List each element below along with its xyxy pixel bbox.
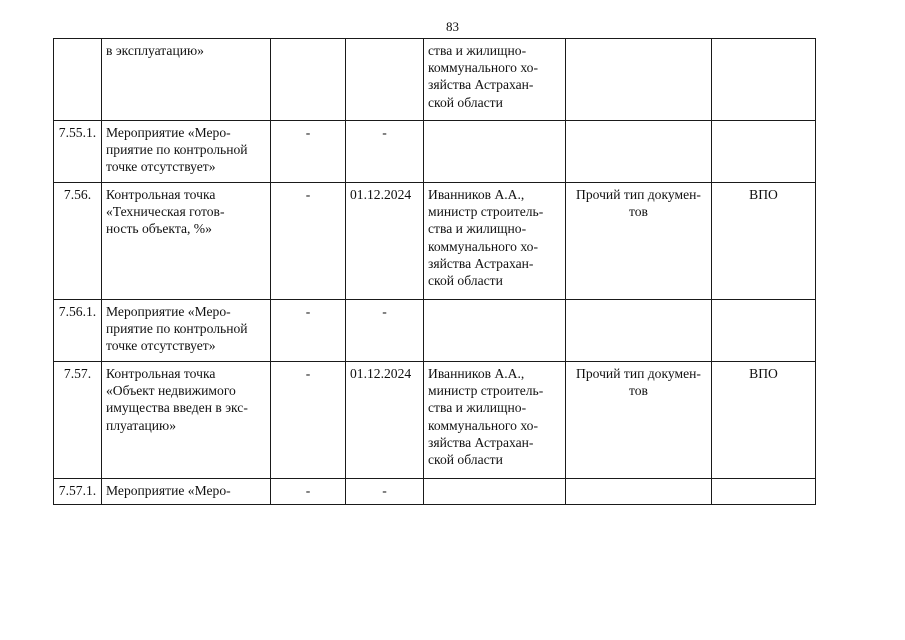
cell-line: министр строитель- [428,383,544,399]
cell-line: Прочий тип докумен- [576,187,701,202]
cell-line: точке отсутствует» [106,159,216,175]
cell-number: 7.55.1. [54,121,102,183]
cell-line: министр строитель- [428,204,544,220]
cell-line: «Техническая готов- [106,204,225,220]
cell-name [102,39,271,121]
cell-start: - [271,300,346,362]
cell-line: ства и жилищно- [428,221,527,237]
cell-line: Мероприятие «Меро- [106,125,231,140]
cell-type [712,121,816,183]
cell-line: приятие по контрольной [106,321,248,337]
cell-number [54,39,102,121]
cell-line: ской области [428,452,503,468]
cell-name [102,300,271,362]
cell-line: Мероприятие «Меро- [106,304,231,319]
cell-date: - [346,121,424,183]
cell-name [102,362,271,479]
cell-type [712,479,816,505]
cell-document [566,183,712,300]
cell-line: ства и жилищно- [428,400,527,416]
table-row [54,183,816,300]
cell-start [271,39,346,121]
cell-name [102,121,271,183]
cell-type [712,300,816,362]
cell-document [566,362,712,479]
cell-responsible [424,183,566,300]
cell-number: 7.56.1. [54,300,102,362]
table-row [54,121,816,183]
cell-responsible [424,479,566,505]
cell-line: «Объект недвижимого [106,383,236,399]
cell-line: плуатацию» [106,417,176,433]
cell-type: ВПО [712,362,816,479]
cell-line: Иванников А.А., [428,187,525,202]
cell-line: Контрольная точка [106,187,216,202]
cell-line: в эксплуатацию» [106,43,204,58]
cell-responsible [424,362,566,479]
cell-line: ской области [428,94,503,110]
cell-document [566,39,712,121]
cell-line: имущества введен в экс- [106,400,248,416]
cell-line: зяйства Астрахан- [428,255,534,271]
cell-document [566,300,712,362]
cell-responsible [424,39,566,121]
cell-line: тов [629,383,648,399]
cell-line: приятие по контрольной [106,142,248,158]
cell-date: 01.12.2024 [346,183,424,300]
cell-start: - [271,183,346,300]
cell-date [346,39,424,121]
cell-line: ской области [428,273,503,289]
table-row [54,300,816,362]
cell-responsible [424,300,566,362]
cell-line: Мероприятие «Меро- [106,483,231,498]
cell-line: коммунального хо- [428,238,538,254]
cell-line: Прочий тип докумен- [576,366,701,381]
table-body [54,39,816,505]
cell-type [712,39,816,121]
plan-table [53,38,816,505]
cell-start: - [271,121,346,183]
cell-start: - [271,479,346,505]
cell-line: зяйства Астрахан- [428,77,534,93]
cell-name [102,479,271,505]
cell-line: ность объекта, %» [106,221,212,237]
cell-line: точке отсутствует» [106,338,216,354]
cell-line: Контрольная точка [106,366,216,381]
page-number: 83 [446,19,459,34]
cell-start: - [271,362,346,479]
cell-number: 7.56. [54,183,102,300]
table-row [54,479,816,505]
cell-line: коммунального хо- [428,60,538,76]
cell-number: 7.57. [54,362,102,479]
cell-type: ВПО [712,183,816,300]
cell-responsible [424,121,566,183]
table-row [54,362,816,479]
cell-line: коммунального хо- [428,417,538,433]
cell-line: ства и жилищно- [428,43,527,58]
cell-date: - [346,300,424,362]
cell-line: Иванников А.А., [428,366,525,381]
cell-document [566,479,712,505]
cell-name [102,183,271,300]
cell-number: 7.57.1. [54,479,102,505]
cell-line: зяйства Астрахан- [428,434,534,450]
cell-line: тов [629,204,648,220]
table-row [54,39,816,121]
cell-date: 01.12.2024 [346,362,424,479]
cell-date: - [346,479,424,505]
cell-document [566,121,712,183]
